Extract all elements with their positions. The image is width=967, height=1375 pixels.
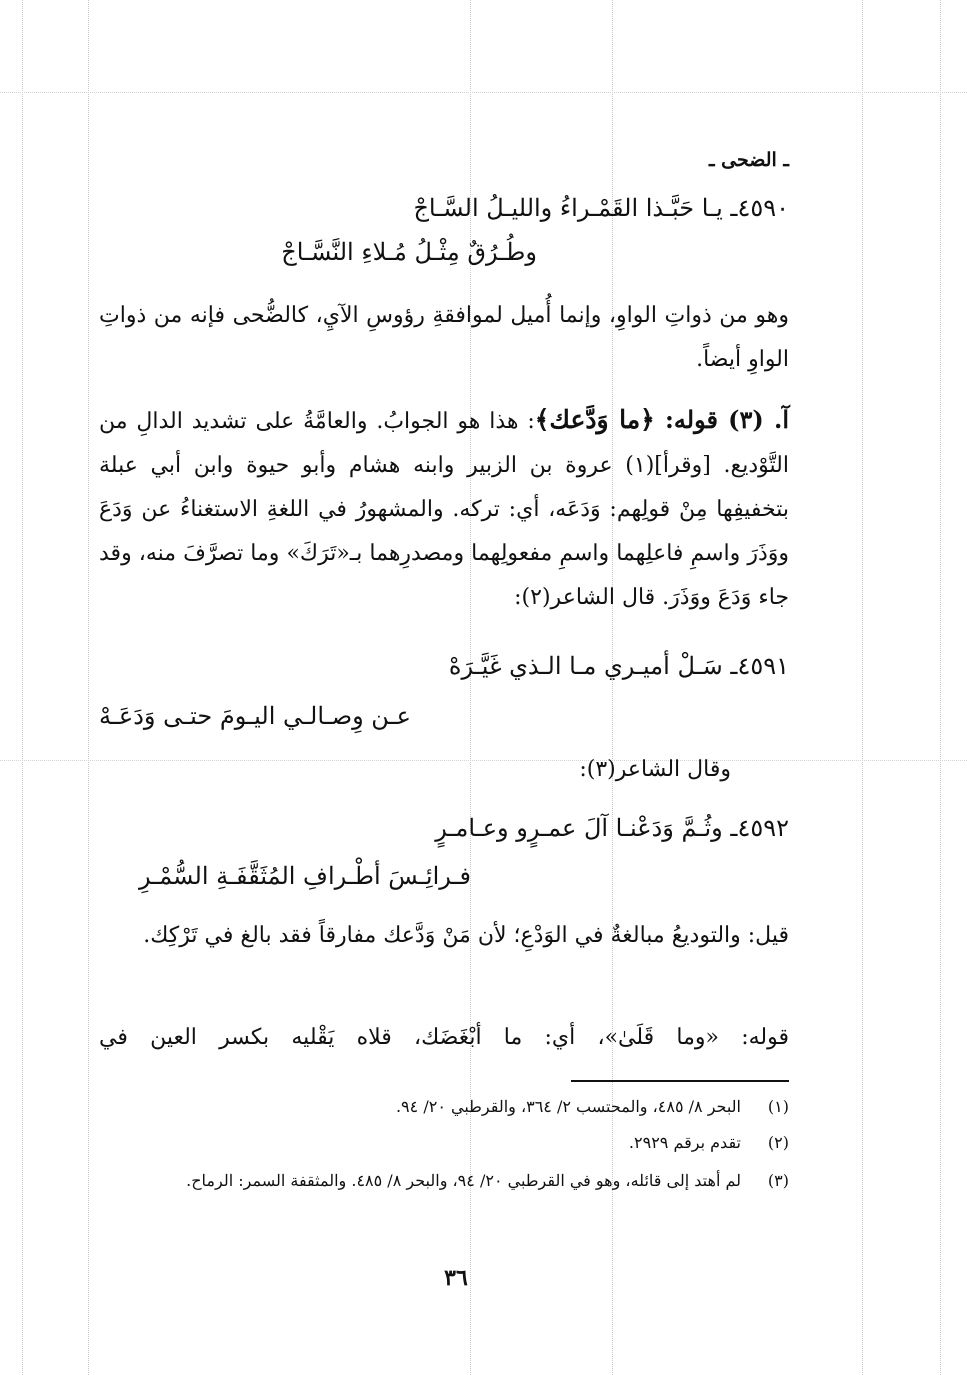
quran-quote: ﴿ما وَدَّعك﴾ (534, 405, 655, 434)
footnote-2 (99, 1128, 789, 1158)
page-number: ٣٦ (444, 1265, 468, 1291)
footnote-separator (571, 1080, 789, 1082)
scan-guide-line (0, 92, 967, 93)
verse-4592-line-1: ٤٥٩٢ـ وثُـمَّ وَدَعْنـا آلَ عمـرٍو وعـامـرٍ (435, 814, 789, 842)
verse-4590-line-1: ٤٥٩٠ـ يـا حَبَّـذا القَمْـراءُ والليـلُ السَّـاجْ (413, 194, 789, 222)
paragraph-ma-waddaak (99, 398, 789, 620)
paragraph-tawdi: قيل: والتوديعُ مبالغةٌ في الوَدْعِ؛ لأن مَنْ وَدَّعك مفارقاً فقد بالغ في تَرْكِك. (143, 923, 789, 948)
verse-4591-line-2 (99, 696, 789, 736)
footnote-3 (99, 1166, 789, 1196)
scan-guide-line (0, 760, 967, 761)
footnote-text: تقدم برقم ٢٩٢٩. (628, 1133, 741, 1152)
scan-guide-line (862, 0, 863, 1375)
commentary-text: : هذا هو الجوابُ. والعامَّةُ على تشديد الدالِ من التَّوْديع. [وقرأ](١) عروة بن الزبير وابنه هشام وأبو حيوة وابن أبي عبلة بتخفيفِها مِنْ قولِهم: وَدَعَه، أي: تركه. والمشهورُ في اللغةِ الاستغناءُ عن وَدَعَ ووَذَرَ واسمِ فاعلِهما واسمِ مفعولِهما ومصدرِهما بـ«تَرَكَ» وما تصرَّفَ منه، وقد جاء وَدَعَ ووَذَرَ. قال الشاعر(٢): (99, 409, 789, 610)
verse-marker: آ. (٣) قوله: (654, 405, 790, 434)
surah-header: ـ الضحى ـ (708, 149, 789, 171)
verse-4590-line-2: وطُـرُقٌ مِثْـلُ مُـلاءِ النَّسَّـاجْ (281, 238, 537, 266)
footnote-text: البحر ٨/ ٤٨٥، والمحتسب ٢/ ٣٦٤، والقرطبي ٢٠/ ٩٤. (395, 1097, 741, 1116)
footnote-1 (99, 1092, 789, 1122)
paragraph-ma-qala: قوله: «وما قَلَىٰ»، أي: ما أبْغَضَك، قلاه يَقْليه بكسر العين في (99, 1025, 789, 1050)
scan-guide-line (940, 0, 941, 1375)
verse-4592-line-2: فـرائِـسَ أطْـرافِ المُثَقَّفَـةِ السُّمْـرِ (138, 862, 471, 890)
poet-intro: وقال الشاعر(٣): (579, 757, 731, 782)
verse-4591-line-2-text: عـن وِصـالـي اليـومَ حتـى وَدَعَـهْ (99, 702, 411, 730)
footnote-text: لم أهتد إلى قائله، وهو في القرطبي ٢٠/ ٩٤، والبحر ٨/ ٤٨٥. والمثقفة السمر: الرماح. (186, 1171, 741, 1190)
footnote-number: (١) (767, 1097, 789, 1116)
scan-guide-line (22, 0, 23, 1375)
verse-4591-line-1: ٤٥٩١ـ سَـلْ أميـري مـا الـذي غَيَّـرَهْ (448, 652, 789, 680)
footnote-number: (٣) (767, 1171, 789, 1190)
paragraph-imala: وهو من ذواتِ الواوِ، وإنما أُميل لموافقةِ رؤوسِ الآيِ، كالضُّحى فإنه من ذواتِ الواوِ أيضاً. (99, 303, 789, 372)
footnote-number: (٢) (767, 1133, 789, 1152)
scan-guide-line (88, 0, 89, 1375)
